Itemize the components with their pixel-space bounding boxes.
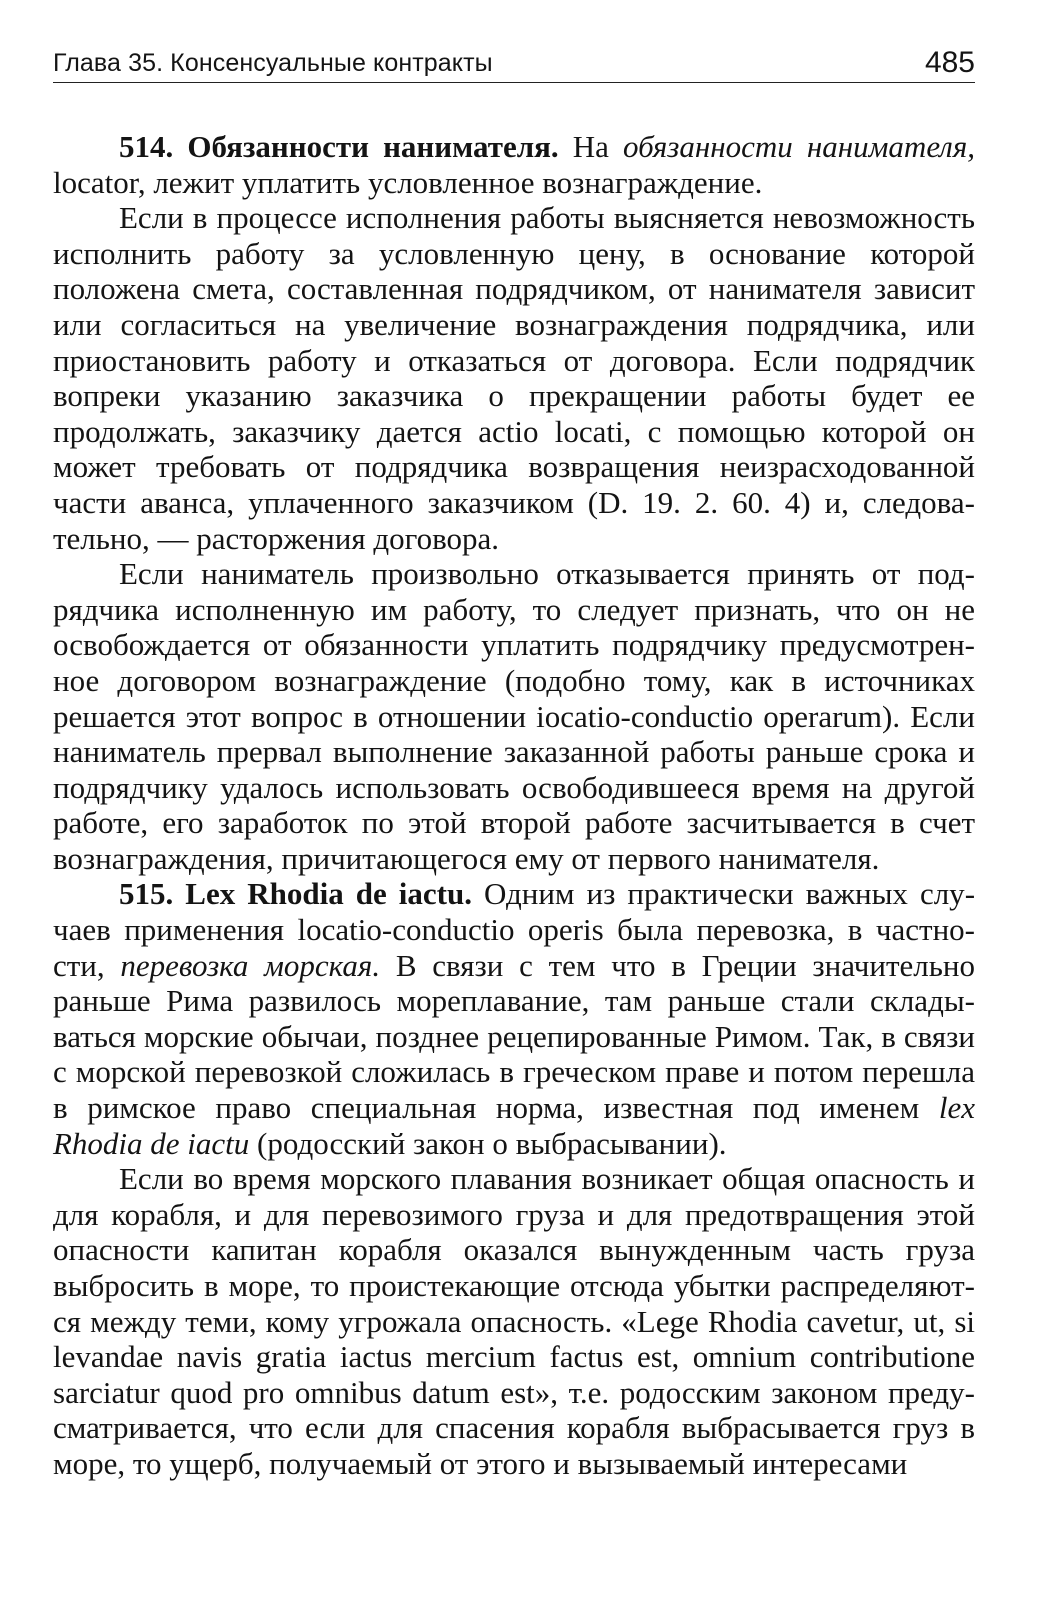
emphasis-run: lex Rhodia de iactu — [53, 1090, 975, 1161]
section-heading-515: 515. Lex Rhodia de iactu. — [119, 876, 472, 912]
paragraph-514-3: Если наниматель произвольно отказывается принять от подрядчика исполненную им работу, то следует признать, что он не освобождается от обязанности уплатить подрядчику предусмотренное договором вознаграждение (подобно тому, как в источниках решается этот вопрос в отношении iocatio-conductio operarum). Если наниматель прервал выполнение заказанной работы раньше срока и подрядчику удалось использовать освободившееся время на другой работе, его заработок по этой второй работе засчитывается в счет вознаграждения, причитающегося ему от первого нанимателя. — [53, 556, 975, 876]
section-heading-514: 514. Обязанности нанимателя. — [119, 129, 559, 164]
emphasis-run: перевозка морская. — [120, 947, 381, 983]
page-number: 485 — [924, 46, 975, 79]
running-title: Глава 35. Консенсуальные контракты — [53, 49, 493, 77]
text-run: (родосский закон о выбрасывании). — [249, 1125, 727, 1161]
text-run: На — [558, 129, 623, 164]
paragraph-514-2: Если в процессе исполнения работы выясняется невозможность исполнить работу за условленную цену, в основание которой положена смета, составленная подрядчиком, от нанимателя зависит или согласиться на увеличение вознаграждения подрядчика, или приостановить работу и отказаться от договора. Если подрядчик вопреки указанию заказчика о прекращении работы будет ее продолжать, заказчику дается actio locati, с помощью которой он может требовать от подрядчика возвращения неизрасходованной части аванса, уплаченного заказчиком (D. 19. 2. 60. 4) и, следовательно, — расторжения договора. — [53, 200, 975, 556]
text-run: locator, лежит уплатить условленное вознаграждение. — [53, 164, 763, 200]
paragraph-515-intro — [53, 876, 975, 1161]
running-head — [53, 38, 975, 83]
paragraph-514-intro — [53, 129, 975, 200]
text-run: В связи с тем что в Греции значительно раньше Рима развилось мореплавание, там раньше стали складываться морские обычаи, позднее рецепированные Римом. Так, в связи с морской перевозкой сложилась в греческом праве и потом перешла в римское право специальная норма, известная под именем — [53, 947, 975, 1126]
emphasis-run: обязанности нанимателя, — [622, 129, 975, 164]
body-text — [53, 129, 975, 1482]
paragraph-515-2: Если во время морского плавания возникает общая опасность и для корабля, и для перевозимого груза и для предотвращения этой опасности капитан корабля оказался вынужденным часть груза выбросить в море, то проистекающие отсюда убытки распределяются между теми, кому угрожала опасность. «Lege Rhodia cavetur, ut, si levandae navis gratia iactus mercium factus est, omnium contributione sarciatur quod pro omnibus datum est», т.е. родосским законом предусматривается, что если для спасения корабля выбрасывается груз в море, то ущерб, получаемый от этого и вызываемый интересами — [53, 1161, 975, 1481]
book-page — [53, 38, 975, 1482]
text-run: Одним из практически важных случаев применения locatio-conductio operis была перевозка, в частности, — [53, 876, 976, 983]
